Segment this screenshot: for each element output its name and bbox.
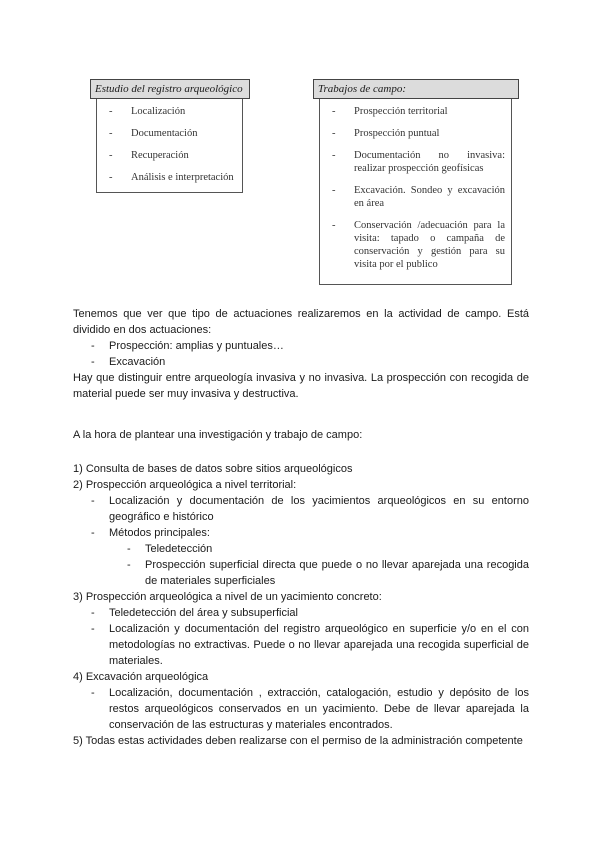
list-item: - Teledetección (127, 543, 213, 555)
list-item: - Recuperación (109, 150, 189, 161)
list-item: - Métodos principales: (91, 527, 210, 539)
box-estudio-registro (90, 79, 250, 193)
list-item: - Prospección: amplias y puntuales… (91, 340, 284, 352)
box-title-trabajos: Trabajos de campo: (313, 79, 519, 99)
list-item: - Excavación (91, 356, 166, 368)
list-item: - Localización y documentación de los yacimientos arqueológicos en su entorno geográfico e histórico (91, 495, 529, 523)
paragraph-intro: Tenemos que ver que tipo de actuaciones realizaremos en la actividad de campo. Está dividido en dos actuaciones: (73, 308, 529, 336)
step-1: 1) Consulta de bases de datos sobre sitios arqueológicos (73, 463, 353, 475)
steps-section (73, 461, 529, 749)
intro-section (73, 306, 529, 402)
box-title-estudio: Estudio del registro arqueológico (90, 79, 250, 99)
box-body-estudio (96, 99, 243, 193)
list-item: - Localización y documentación del registro arqueológico en superficie y/o en el con metodologías no extractivas. Puede o no llevar aparejada una recogida superficial de materiales. (91, 623, 529, 667)
step-2: 2) Prospección arqueológica a nivel territorial: (73, 479, 297, 491)
list-item: - Teledetección del área y subsuperficial (91, 607, 298, 619)
list-item: - Prospección puntual (332, 128, 440, 139)
paragraph-invasiva: Hay que distinguir entre arqueología invasiva y no invasiva. La prospección con recogida de material puede ser muy invasiva y destructiva. (73, 372, 529, 400)
box-trabajos-campo (313, 79, 519, 285)
box-body-trabajos (319, 99, 512, 285)
list-item: - Localización (109, 106, 186, 117)
list-item: - Conservación /adecuación para la visita: tapado o campaña de conservación y gestión para su visita por el publico (332, 220, 505, 270)
step-5: 5) Todas estas actividades deben realizarse con el permiso de la administración competente (73, 735, 523, 747)
paragraph-plantear: A la hora de plantear una investigación y trabajo de campo: (73, 429, 363, 441)
list-item: - Localización, documentación , extracción, catalogación, estudio y depósito de los restos arqueológicos conservados en un yacimiento. Debe de llevar aparejada la conservación de las estructuras y materiales encontrados. (91, 687, 529, 731)
list-item: - Excavación. Sondeo y excavación en área (332, 185, 505, 209)
list-item: - Prospección superficial directa que puede o no llevar aparejada una recogida de materiales superficiales (127, 559, 529, 587)
step-4: 4) Excavación arqueológica (73, 671, 209, 683)
plan-intro (73, 427, 529, 443)
list-item: - Documentación (109, 128, 198, 139)
list-item: - Prospección territorial (332, 106, 448, 117)
step-3: 3) Prospección arqueológica a nivel de un yacimiento concreto: (73, 591, 382, 603)
list-item: - Documentación no invasiva: realizar prospección geofísicas (332, 150, 505, 174)
list-item: - Análisis e interpretación (109, 172, 234, 183)
